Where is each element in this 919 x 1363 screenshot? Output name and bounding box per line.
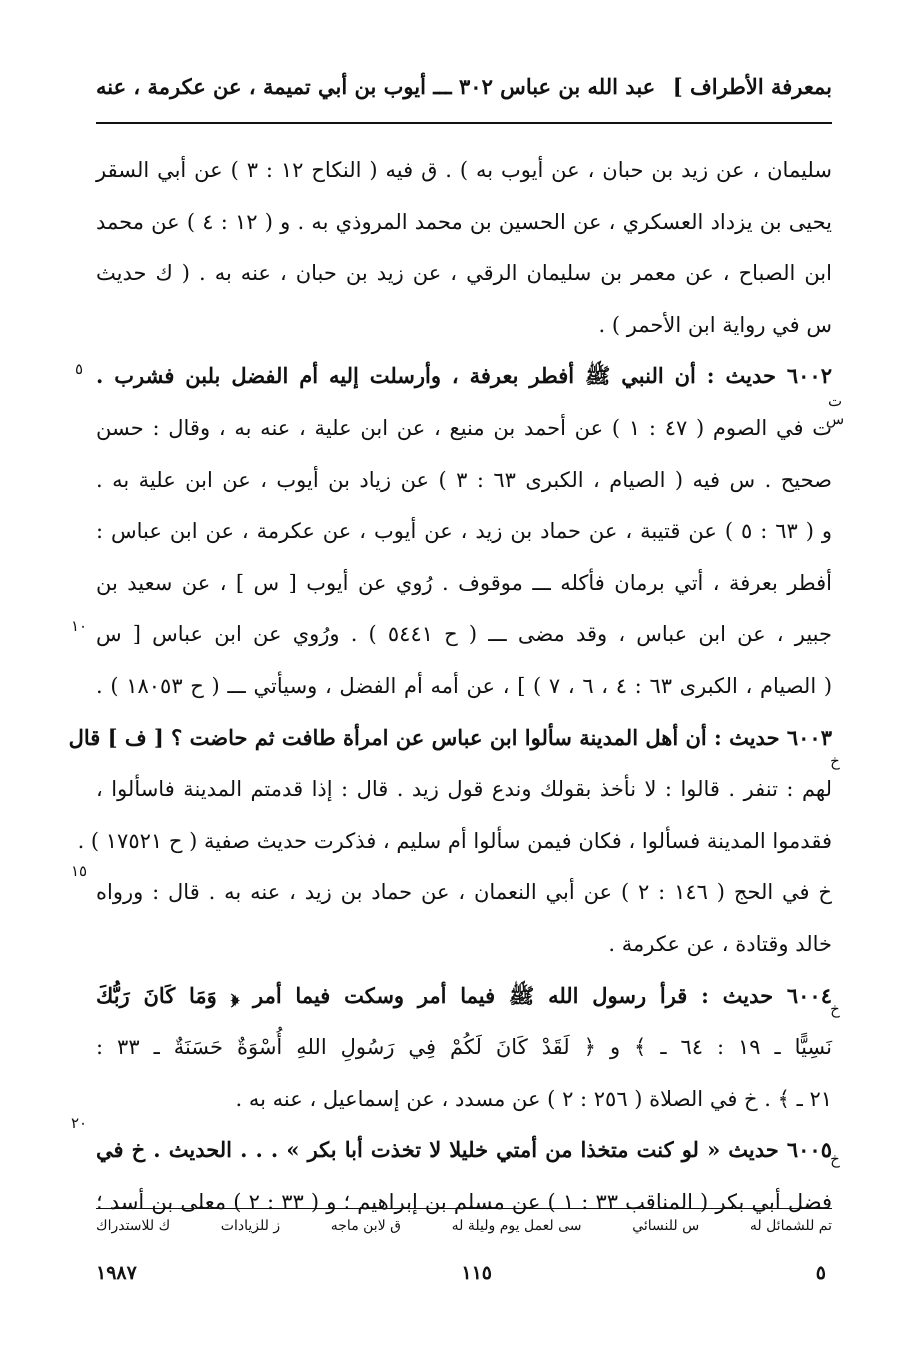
text-line: س في رواية ابن الأحمر ) . bbox=[598, 312, 832, 337]
text-line: ٢١ ـ ﴾ . خ في الصلاة ( ٢٥٦ : ٢ ) عن مسدد ، عن إسماعيل ، عنه به . bbox=[235, 1086, 832, 1111]
text-line: ( الصيام ، الكبرى ٦٣ : ٤ ، ٦ ، ٧ ) ] ، عن أمه أم الفضل ، وسيأتي ـــ ( ح ١٨٠٥٣ ) . bbox=[96, 673, 833, 698]
sigla-key bbox=[96, 1218, 832, 1240]
text-line: لهم : تنفر . قالوا : لا نأخذ بقولك وندع قول زيد . قال : إذا قدمتم المدينة فاسألوا ، bbox=[96, 777, 832, 802]
text-line: فضل أبي بكر ( المناقب ٣٣ : ١ ) عن مسلم بن إبراهيم ؛ و ( ٣٣ : ٢ ) معلى بن أسد ؛ bbox=[96, 1189, 832, 1214]
header-rule bbox=[96, 122, 832, 124]
line-number: ١٥ bbox=[70, 862, 88, 880]
text-line: فقدموا المدينة فسألوا ، فكان فيمن سألوا أم سليم ، فذكرت حديث صفية ( ح ١٧٥٢١ ) . bbox=[77, 828, 832, 853]
text-line: أفطر بعرفة ، أتي برمان فأكله ـــ موقوف . رُوي عن أيوب [ س ] ، عن سعيد بن bbox=[96, 570, 832, 595]
text-line: خالد وقتادة ، عن عكرمة . bbox=[608, 931, 832, 956]
hadith-6002-line: ٦٠٠٢ حديث : أن النبي ﷺ أفطر بعرفة ، وأرسلت إليه أم الفضل بلبن فشرب . bbox=[96, 363, 832, 389]
text-line: جبير ، عن ابن عباس ، وقد مضى ـــ ( ح ٥٤٤١ ) . ورُوي عن ابن عباس [ س bbox=[96, 622, 832, 647]
sigla-item: ق لابن ماجه bbox=[330, 1218, 401, 1234]
sigla-item: س للنسائي bbox=[632, 1218, 700, 1234]
running-header bbox=[96, 74, 832, 114]
line-number: ٢٠ bbox=[70, 1114, 88, 1132]
margin-note-kh: خ bbox=[830, 1000, 840, 1018]
line-number: ٥ bbox=[74, 360, 84, 378]
margin-note-kh: خ bbox=[830, 1150, 840, 1168]
sigla-item: تم للشمائل له bbox=[749, 1218, 832, 1234]
text-line: نَسِيًّا ـ ١٩ : ٦٤ ـ ﴾ و ﴿ لَقَدْ كَانَ لَكُمْ فِي رَسُولِ اللهِ أُسْوَةٌ حَسَنَةٌ ـ ٣٣ : bbox=[96, 1035, 832, 1060]
text-line: صحيح . س فيه ( الصيام ، الكبرى ٦٣ : ٣ ) عن زياد بن أيوب ، عن ابن علية به . bbox=[96, 467, 832, 492]
margin-note-kh: خ bbox=[830, 752, 840, 770]
text-line: و ( ٦٣ : ٥ ) عن قتيبة ، عن حماد بن زيد ، عن أيوب ، عن عكرمة ، عن ابن عباس : bbox=[96, 519, 832, 544]
text-line: ابن الصباح ، عن معمر بن سليمان الرقي ، عن زيد بن حبان ، عنه به . ( ك حديث bbox=[96, 261, 832, 286]
page-number: ١١٥ bbox=[461, 1262, 492, 1284]
page-numbers bbox=[96, 1262, 832, 1290]
volume-number: ٥ bbox=[815, 1262, 826, 1284]
header-title: بمعرفة الأطراف ] bbox=[672, 74, 832, 99]
sigla-item: سى لعمل يوم وليلة له bbox=[451, 1218, 582, 1234]
line-number: ١٠ bbox=[70, 617, 88, 635]
text-line: يحيى بن يزداد العسكري ، عن الحسين بن محمد المروذي به . و ( ١٢ : ٤ ) عن محمد bbox=[96, 209, 832, 234]
hadith-6004-line: ٦٠٠٤ حديث : قرأ رسول الله ﷺ فيما أمر وسكت فيما أمر ﴿ وَمَا كَانَ رَبُّكَ bbox=[96, 982, 832, 1008]
text-line: سليمان ، عن زيد بن حبان ، عن أيوب به ) . ق فيه ( النكاح ١٢ : ٣ ) عن أبي السقر bbox=[96, 158, 832, 182]
footer-rule bbox=[96, 1208, 832, 1209]
header-subtitle: عبد الله بن عباس ٣٠٢ ـــ أيوب بن أبي تميمة ، عن عكرمة ، عنه bbox=[96, 74, 656, 99]
text-line: ت في الصوم ( ٤٧ : ١ ) عن أحمد بن منيع ، عن ابن علية ، عنه به ، وقال : حسن bbox=[96, 415, 833, 440]
margin-note-t-s: ت س bbox=[825, 392, 845, 428]
sigla-item: ك للاستدراك bbox=[96, 1218, 171, 1234]
sequence-number: ١٩٨٧ bbox=[96, 1262, 137, 1284]
text-line: خ في الحج ( ١٤٦ : ٢ ) عن أبي النعمان ، عن حماد بن زيد ، عنه به . قال : ورواه bbox=[96, 880, 832, 905]
hadith-6003-line: ٦٠٠٣ حديث : أن أهل المدينة سألوا ابن عباس عن امرأة طافت ثم حاضت ؟ [ ف ] قال bbox=[68, 724, 832, 750]
hadith-6005-line: ٦٠٠٥ حديث « لو كنت متخذا من أمتي خليلا لا تخذت أبا بكر » . . . الحديث . خ في bbox=[96, 1137, 832, 1163]
sigla-item: ز للزيادات bbox=[220, 1218, 281, 1234]
